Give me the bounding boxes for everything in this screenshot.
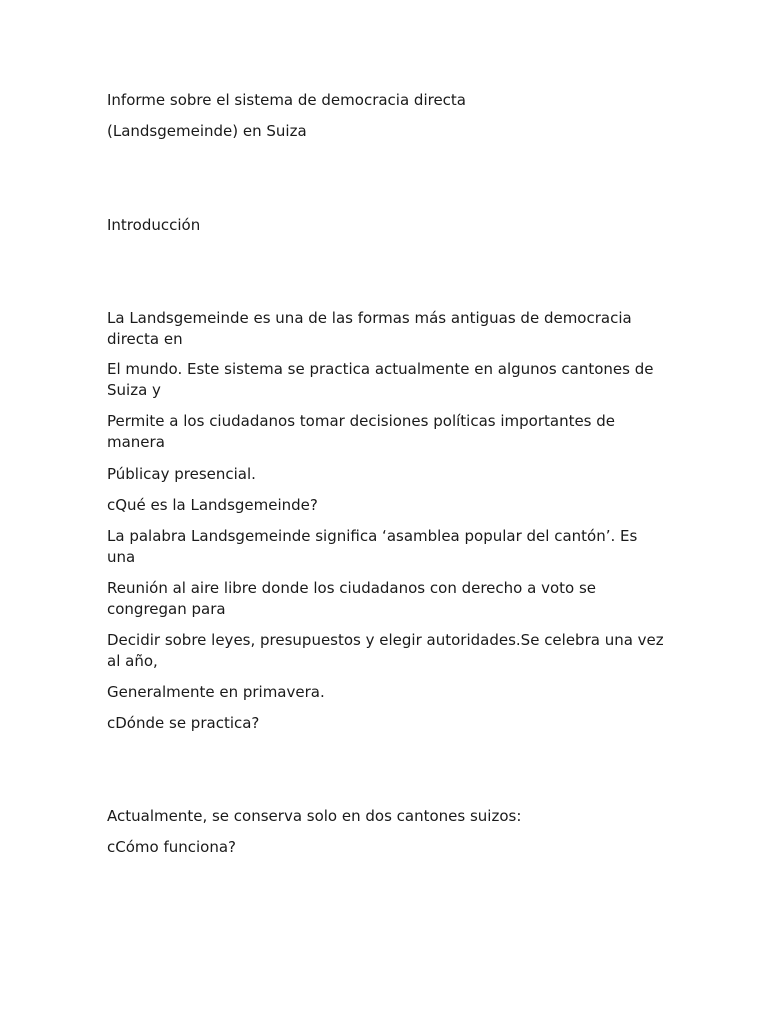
title-line-2: (Landsgemeinde) en Suiza xyxy=(107,122,307,140)
title-line-1: Informe sobre el sistema de democracia directa xyxy=(107,91,467,109)
paragraph-1-line-1: La Landsgemeinde es una de las formas más antiguas de democracia directa en xyxy=(107,309,632,348)
question-1-heading: cQué es la Landsgemeinde? xyxy=(107,496,318,514)
question-3-heading: cCómo funciona? xyxy=(107,838,237,856)
paragraph-1-line-2: El mundo. Este sistema se practica actualmente en algunos cantones de Suiza y xyxy=(107,360,654,399)
paragraph-3-line-1: Actualmente, se conserva solo en dos cantones suizos: xyxy=(107,807,522,825)
question-2-heading: cDónde se practica? xyxy=(107,714,260,732)
intro-heading: Introducción xyxy=(107,216,201,234)
paragraph-2-line-4: Generalmente en primavera. xyxy=(107,683,325,701)
paragraph-2-line-3: Decidir sobre leyes, presupuestos y elegir autoridades.Se celebra una vez al año, xyxy=(107,631,664,670)
paragraph-2-line-1: La palabra Landsgemeinde significa ‘asamblea popular del cantón’. Es una xyxy=(107,527,638,566)
paragraph-1-line-3: Permite a los ciudadanos tomar decisiones políticas importantes de manera xyxy=(107,412,616,451)
paragraph-1-line-4: Públicay presencial. xyxy=(107,465,256,483)
paragraph-2-line-2: Reunión al aire libre donde los ciudadanos con derecho a voto se congregan para xyxy=(107,579,596,618)
